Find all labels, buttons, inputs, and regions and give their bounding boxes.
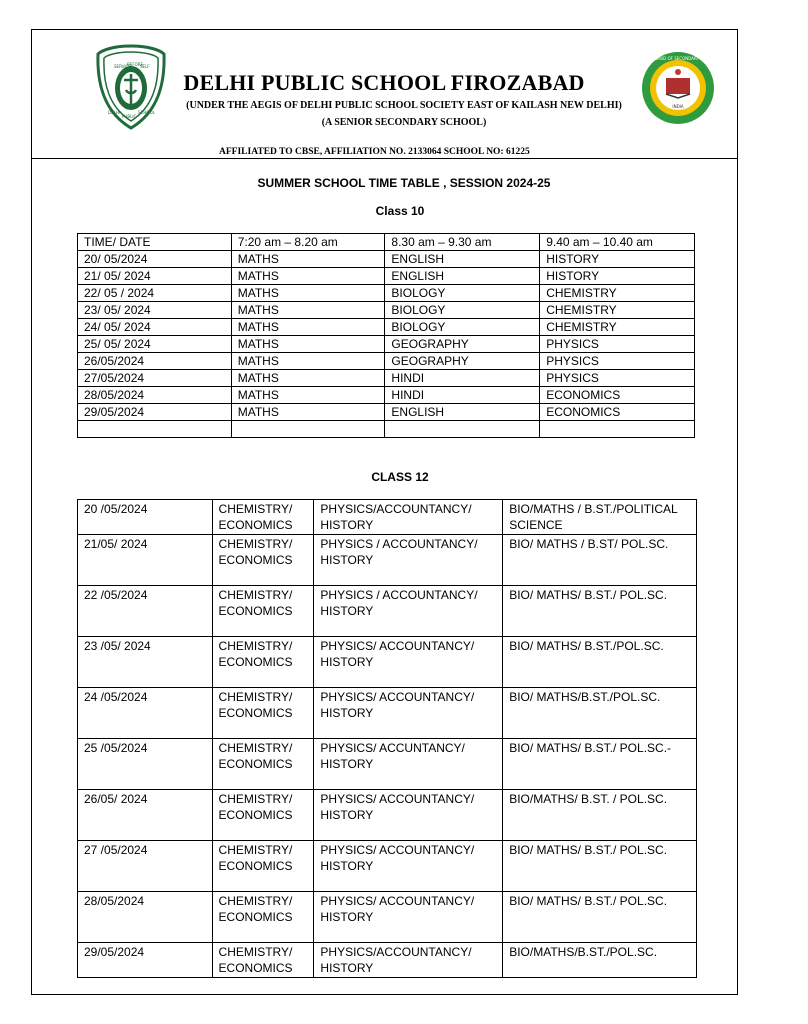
table-row-empty	[78, 421, 695, 438]
table-row	[78, 535, 697, 586]
table-cell: BIO/ MATHS/ B.ST./POL.SC.	[503, 637, 697, 688]
table-row	[78, 268, 695, 285]
table-cell: CHEMISTRY/ ECONOMICS	[212, 943, 314, 978]
table-row	[78, 336, 695, 353]
dps-logo-text: DELHI	[108, 110, 121, 115]
table-row	[78, 586, 697, 637]
table-cell: HISTORY	[540, 251, 695, 268]
dps-logo-text: PUBLIC	[122, 114, 137, 119]
senior-secondary-line: (A SENIOR SECONDARY SCHOOL)	[321, 117, 487, 128]
table-cell: BIOLOGY	[385, 285, 540, 302]
table-row	[78, 943, 697, 978]
table-cell: PHYSICS/ACCOUNTANCY/ HISTORY	[314, 943, 503, 978]
table-cell: 25 /05/2024	[78, 739, 213, 790]
dps-logo-text: SERVICE	[114, 64, 131, 69]
table-cell: GEOGRAPHY	[385, 336, 540, 353]
class-12-heading: CLASS 12	[371, 470, 429, 484]
table-cell: CHEMISTRY	[540, 302, 695, 319]
table-cell: 29/05/2024	[78, 943, 213, 978]
table-header-row	[78, 234, 695, 251]
table-cell: CHEMISTRY	[540, 319, 695, 336]
table-cell: BIO/ MATHS/ B.ST./ POL.SC.	[503, 586, 697, 637]
table-cell: CHEMISTRY/ ECONOMICS	[212, 586, 314, 637]
table-row	[78, 739, 697, 790]
table-cell: ENGLISH	[385, 251, 540, 268]
table-row	[78, 637, 697, 688]
table-cell: ENGLISH	[385, 268, 540, 285]
table-cell	[78, 421, 232, 438]
table-cell: 28/05/2024	[78, 387, 232, 404]
class-10-table	[77, 233, 695, 438]
table-cell: CHEMISTRY/ ECONOMICS	[212, 841, 314, 892]
table-cell: PHYSICS/ ACCOUNTANCY/ HISTORY	[314, 892, 503, 943]
table-cell: 25/ 05/ 2024	[78, 336, 232, 353]
table-cell: MATHS	[231, 353, 385, 370]
table-cell: MATHS	[231, 404, 385, 421]
table-row	[78, 790, 697, 841]
table-cell: MATHS	[231, 302, 385, 319]
table-cell: BIO/ MATHS/ B.ST./ POL.SC.	[503, 892, 697, 943]
dps-logo-text: SCHOOL	[138, 110, 155, 115]
table-cell: HINDI	[385, 370, 540, 387]
table-row	[78, 285, 695, 302]
table-row	[78, 500, 697, 535]
table-row	[78, 387, 695, 404]
table-cell: 26/05/ 2024	[78, 790, 213, 841]
table-cell: ENGLISH	[385, 404, 540, 421]
table-cell: PHYSICS/ ACCUNTANCY/ HISTORY	[314, 739, 503, 790]
aegis-line: (UNDER THE AEGIS OF DELHI PUBLIC SCHOOL SOCIETY EAST OF KAILASH NEW DELHI)	[186, 100, 622, 111]
table-cell: 22 /05/2024	[78, 586, 213, 637]
table-cell: PHYSICS	[540, 353, 695, 370]
table-cell: 26/05/2024	[78, 353, 232, 370]
table-cell: PHYSICS/ ACCOUNTANCY/ HISTORY	[314, 841, 503, 892]
table-cell: BIO/MATHS/B.ST./POL.SC.	[503, 943, 697, 978]
header-divider	[31, 158, 738, 159]
table-cell: BIOLOGY	[385, 302, 540, 319]
table-cell: ECONOMICS	[540, 404, 695, 421]
table-cell: CHEMISTRY/ ECONOMICS	[212, 892, 314, 943]
table-row	[78, 251, 695, 268]
table-cell: PHYSICS	[540, 336, 695, 353]
table-cell: 23/ 05/ 2024	[78, 302, 232, 319]
table-row	[78, 841, 697, 892]
table-row	[78, 319, 695, 336]
table-cell: CHEMISTRY/ ECONOMICS	[212, 535, 314, 586]
class-12-table	[77, 499, 697, 978]
table-cell: MATHS	[231, 268, 385, 285]
table-cell: BIO/MATHS/ B.ST. / POL.SC.	[503, 790, 697, 841]
table-cell	[540, 421, 695, 438]
timetable-title: SUMMER SCHOOL TIME TABLE , SESSION 2024-25	[257, 176, 551, 190]
table-cell: CHEMISTRY/ ECONOMICS	[212, 739, 314, 790]
table-cell: MATHS	[231, 370, 385, 387]
table-cell: CHEMISTRY/ ECONOMICS	[212, 637, 314, 688]
table-cell: BIO/ MATHS/ B.ST./ POL.SC.-	[503, 739, 697, 790]
table-row	[78, 688, 697, 739]
table-cell: GEOGRAPHY	[385, 353, 540, 370]
cbse-logo-bottom: INDIA	[672, 104, 684, 109]
table-cell: HINDI	[385, 387, 540, 404]
affiliation-line: AFFILIATED TO CBSE, AFFILIATION NO. 2133064 SCHOOL NO: 61225	[219, 147, 530, 157]
table-cell: 24/ 05/ 2024	[78, 319, 232, 336]
table-row	[78, 302, 695, 319]
dps-logo-text: BEFORE	[127, 62, 144, 67]
table-cell	[231, 421, 385, 438]
table-cell: MATHS	[231, 387, 385, 404]
table-cell: CHEMISTRY	[540, 285, 695, 302]
table-cell: HISTORY	[540, 268, 695, 285]
table-row	[78, 892, 697, 943]
table-cell: CHEMISTRY/ ECONOMICS	[212, 790, 314, 841]
table-cell	[385, 421, 540, 438]
table-cell: 20/ 05/2024	[78, 251, 232, 268]
table-cell: CHEMISTRY/ ECONOMICS	[212, 500, 314, 535]
table-cell: MATHS	[231, 285, 385, 302]
table-cell: 21/ 05/ 2024	[78, 268, 232, 285]
table-cell: 21/05/ 2024	[78, 535, 213, 586]
table-cell: BIO/ MATHS / B.ST/ POL.SC.	[503, 535, 697, 586]
table-cell: 22/ 05 / 2024	[78, 285, 232, 302]
table-row	[78, 353, 695, 370]
cbse-logo-text: CENTRAL BOARD OF SECONDARY EDUCATION	[632, 56, 724, 61]
table-cell: PHYSICS / ACCOUNTANCY/ HISTORY	[314, 535, 503, 586]
table-row	[78, 404, 695, 421]
class-10-heading: Class 10	[375, 204, 425, 218]
table-cell: 29/05/2024	[78, 404, 232, 421]
table-cell: 20 /05/2024	[78, 500, 213, 535]
table-cell: BIO/MATHS / B.ST./POLITICAL SCIENCE	[503, 500, 697, 535]
table-cell: PHYSICS/ ACCOUNTANCY/ HISTORY	[314, 688, 503, 739]
dps-logo-text: SELF	[140, 64, 150, 69]
header-cell: TIME/ DATE	[78, 234, 232, 251]
table-cell: 23 /05/ 2024	[78, 637, 213, 688]
table-cell: BIO/ MATHS/ B.ST./ POL.SC.	[503, 841, 697, 892]
table-cell: MATHS	[231, 251, 385, 268]
table-cell: PHYSICS / ACCOUNTANCY/ HISTORY	[314, 586, 503, 637]
table-cell: BIO/ MATHS/B.ST./POL.SC.	[503, 688, 697, 739]
header-cell: 9.40 am – 10.40 am	[540, 234, 695, 251]
table-cell: PHYSICS	[540, 370, 695, 387]
table-cell: MATHS	[231, 336, 385, 353]
table-cell: CHEMISTRY/ ECONOMICS	[212, 688, 314, 739]
table-cell: 27 /05/2024	[78, 841, 213, 892]
header-cell: 8.30 am – 9.30 am	[385, 234, 540, 251]
table-cell: 27/05/2024	[78, 370, 232, 387]
table-cell: PHYSICS/ACCOUNTANCY/ HISTORY	[314, 500, 503, 535]
table-cell: PHYSICS/ ACCOUNTANCY/ HISTORY	[314, 637, 503, 688]
table-row	[78, 370, 695, 387]
header-cell: 7:20 am – 8.20 am	[231, 234, 385, 251]
table-cell: 24 /05/2024	[78, 688, 213, 739]
table-cell: 28/05/2024	[78, 892, 213, 943]
table-cell: PHYSICS/ ACCOUNTANCY/ HISTORY	[314, 790, 503, 841]
table-cell: MATHS	[231, 319, 385, 336]
school-name: DELHI PUBLIC SCHOOL FIROZABAD	[183, 70, 585, 95]
table-cell: BIOLOGY	[385, 319, 540, 336]
table-cell: ECONOMICS	[540, 387, 695, 404]
